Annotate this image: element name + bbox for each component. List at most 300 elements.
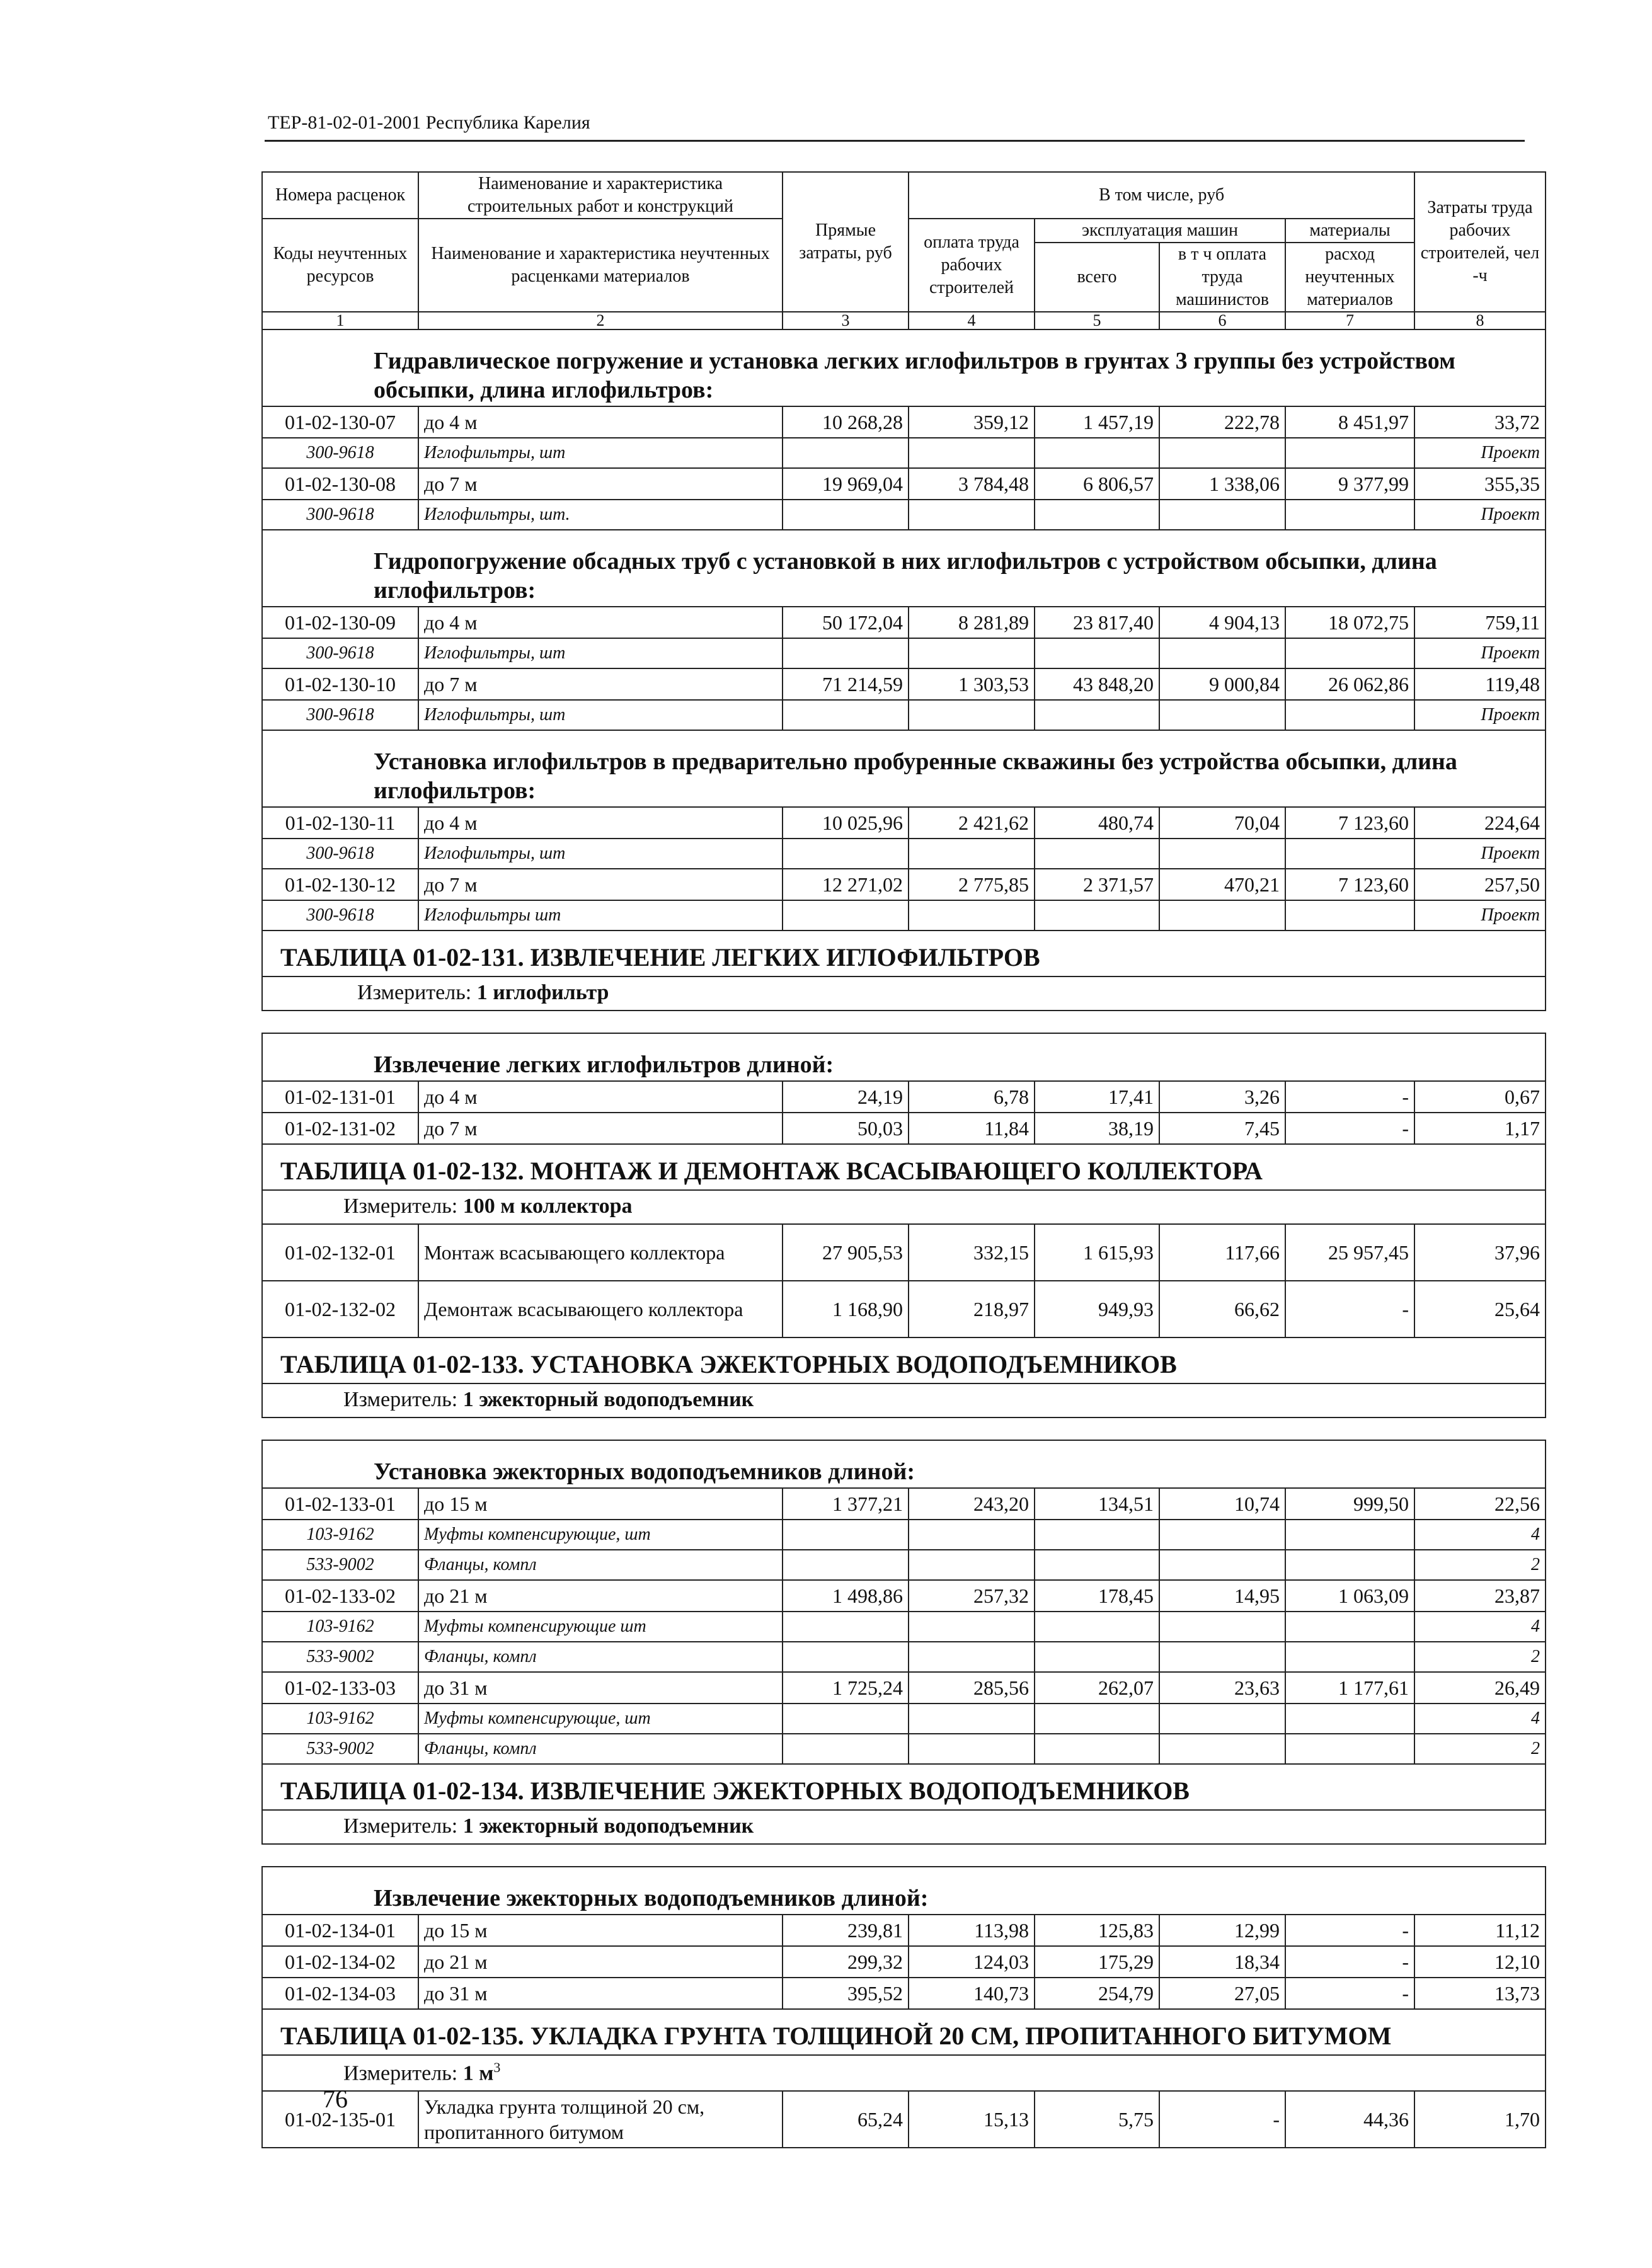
- value-labor: 113,98: [909, 1915, 1035, 1946]
- work-name: до 7 м: [418, 869, 783, 900]
- value-labor: 2 775,85: [909, 869, 1035, 900]
- measure-label: Измеритель:: [357, 981, 472, 1004]
- work-name: до 31 м: [418, 1672, 783, 1704]
- section-heading: Установка эжекторных водоподъемников длиной:: [262, 1440, 1546, 1488]
- empty-cell: [1159, 1520, 1285, 1550]
- value-mat: -: [1285, 1081, 1414, 1113]
- value-oper: 9 000,84: [1159, 668, 1285, 700]
- rate-code: 01-02-131-01: [262, 1081, 418, 1113]
- resource-row: [262, 638, 1546, 668]
- empty-cell: [909, 638, 1035, 668]
- work-name: до 4 м: [418, 607, 783, 638]
- value-direct: 50,03: [783, 1113, 909, 1144]
- empty-cell: [783, 900, 909, 931]
- empty-cell: [1285, 900, 1414, 931]
- empty-cell: [909, 1734, 1035, 1764]
- table-row: [262, 1488, 1546, 1520]
- value-oper: 1 338,06: [1159, 468, 1285, 500]
- measure-value: 1 м: [462, 2061, 494, 2085]
- table-row: [262, 2091, 1546, 2148]
- empty-cell: [909, 1642, 1035, 1672]
- resource-qty: 2: [1414, 1550, 1546, 1580]
- value-mat: 9 377,99: [1285, 468, 1414, 500]
- table-row: [262, 807, 1546, 839]
- value-mat: 1 063,09: [1285, 1580, 1414, 1612]
- resource-qty: Проект: [1414, 638, 1546, 668]
- empty-cell: [1159, 839, 1285, 869]
- value-oper: 12,99: [1159, 1915, 1285, 1946]
- value-mat: 44,36: [1285, 2091, 1414, 2148]
- section-heading-row: [262, 1867, 1546, 1915]
- resource-code: 300-9618: [262, 438, 418, 468]
- resource-code: 300-9618: [262, 839, 418, 869]
- col-materials-unaccounted: расход неучтенных материалов: [1285, 243, 1414, 312]
- page-number: 76: [323, 2085, 348, 2113]
- empty-cell: [1159, 900, 1285, 931]
- value-mat: 26 062,86: [1285, 668, 1414, 700]
- value-hours: 37,96: [1414, 1224, 1546, 1281]
- table-row: [262, 468, 1546, 500]
- section-heading-row: [262, 730, 1546, 807]
- spacer-row: [262, 1844, 1546, 1867]
- spacer: [262, 1418, 1546, 1440]
- price-table-sheet: [261, 171, 1545, 2148]
- value-direct: 1 725,24: [783, 1672, 909, 1704]
- header-rule: [265, 140, 1525, 142]
- resource-qty: 4: [1414, 1520, 1546, 1550]
- value-labor: 140,73: [909, 1978, 1035, 2009]
- work-name: до 21 м: [418, 1946, 783, 1978]
- measure-value: 1 эжекторный водоподъемник: [462, 1814, 754, 1838]
- value-mach: 134,51: [1035, 1488, 1159, 1520]
- table-row: [262, 406, 1546, 438]
- table-row: [262, 1672, 1546, 1704]
- empty-cell: [1159, 438, 1285, 468]
- resource-qty: 4: [1414, 1704, 1546, 1734]
- value-mat: -: [1285, 1946, 1414, 1978]
- table-row: [262, 1281, 1546, 1337]
- empty-cell: [1035, 839, 1159, 869]
- resource-name: Муфты компенсирующие шт: [418, 1612, 783, 1642]
- value-mat: 7 123,60: [1285, 869, 1414, 900]
- resource-name: Иглофильтры, шт.: [418, 500, 783, 530]
- value-direct: 1 498,86: [783, 1580, 909, 1612]
- measure-cell: [262, 1810, 1546, 1844]
- work-name: до 15 м: [418, 1488, 783, 1520]
- value-hours: 355,35: [1414, 468, 1546, 500]
- rate-code: 01-02-132-02: [262, 1281, 418, 1337]
- table-title: ТАБЛИЦА 01-02-131. ИЗВЛЕЧЕНИЕ ЛЕГКИХ ИГЛОФИЛЬТРОВ: [262, 931, 1546, 976]
- empty-cell: [1035, 1704, 1159, 1734]
- empty-cell: [1159, 1734, 1285, 1764]
- measure-label: Измеритель:: [343, 2061, 458, 2085]
- value-mach: 17,41: [1035, 1081, 1159, 1113]
- resource-qty: Проект: [1414, 438, 1546, 468]
- col-number: 6: [1159, 312, 1285, 329]
- resource-qty: Проект: [1414, 700, 1546, 730]
- value-direct: 12 271,02: [783, 869, 909, 900]
- col-number: 8: [1414, 312, 1546, 329]
- value-oper: 7,45: [1159, 1113, 1285, 1144]
- empty-cell: [1035, 500, 1159, 530]
- value-oper: 18,34: [1159, 1946, 1285, 1978]
- value-labor: 2 421,62: [909, 807, 1035, 839]
- empty-cell: [783, 1734, 909, 1764]
- table-row: [262, 607, 1546, 638]
- value-labor: 359,12: [909, 406, 1035, 438]
- value-hours: 13,73: [1414, 1978, 1546, 2009]
- value-oper: 10,74: [1159, 1488, 1285, 1520]
- value-mat: -: [1285, 1915, 1414, 1946]
- measure-superscript: 3: [493, 2059, 501, 2075]
- value-direct: 71 214,59: [783, 668, 909, 700]
- col-number: 4: [909, 312, 1035, 329]
- value-direct: 19 969,04: [783, 468, 909, 500]
- value-hours: 11,12: [1414, 1915, 1546, 1946]
- value-oper: 23,63: [1159, 1672, 1285, 1704]
- spacer: [262, 1011, 1546, 1033]
- col-labor-pay: оплата труда рабочих строителей: [909, 219, 1035, 312]
- rate-code: 01-02-133-01: [262, 1488, 418, 1520]
- resource-qty: Проект: [1414, 500, 1546, 530]
- empty-cell: [909, 1612, 1035, 1642]
- resource-code: 300-9618: [262, 638, 418, 668]
- col-number: 7: [1285, 312, 1414, 329]
- value-direct: 10 025,96: [783, 807, 909, 839]
- section-heading-row: [262, 1033, 1546, 1081]
- rate-code: 01-02-130-08: [262, 468, 418, 500]
- resource-code: 300-9618: [262, 900, 418, 931]
- table-row: [262, 1081, 1546, 1113]
- measure-value: 1 иглофильтр: [476, 981, 609, 1004]
- value-labor: 243,20: [909, 1488, 1035, 1520]
- value-hours: 119,48: [1414, 668, 1546, 700]
- empty-cell: [1285, 1550, 1414, 1580]
- resource-qty: 2: [1414, 1734, 1546, 1764]
- resource-qty: Проект: [1414, 900, 1546, 931]
- rate-code: 01-02-133-03: [262, 1672, 418, 1704]
- empty-cell: [1285, 638, 1414, 668]
- value-oper: -: [1159, 2091, 1285, 2148]
- empty-cell: [1035, 1550, 1159, 1580]
- resource-name: Иглофильтры, шт: [418, 438, 783, 468]
- work-name: до 7 м: [418, 468, 783, 500]
- col-number: 1: [262, 312, 418, 329]
- empty-cell: [783, 1520, 909, 1550]
- work-name: до 15 м: [418, 1915, 783, 1946]
- resource-name: Муфты компенсирующие, шт: [418, 1520, 783, 1550]
- value-mach: 5,75: [1035, 2091, 1159, 2148]
- value-hours: 257,50: [1414, 869, 1546, 900]
- price-table-body: [262, 329, 1546, 2148]
- value-direct: 10 268,28: [783, 406, 909, 438]
- work-name: до 4 м: [418, 1081, 783, 1113]
- col-machines-total: всего: [1035, 243, 1159, 312]
- rate-code: 01-02-130-11: [262, 807, 418, 839]
- resource-name: Иглофильтры шт: [418, 900, 783, 931]
- value-oper: 222,78: [1159, 406, 1285, 438]
- table-row: [262, 1915, 1546, 1946]
- resource-code: 533-9002: [262, 1642, 418, 1672]
- resource-row: [262, 500, 1546, 530]
- table-title: ТАБЛИЦА 01-02-132. МОНТАЖ И ДЕМОНТАЖ ВСАСЫВАЮЩЕГО КОЛЛЕКТОРА: [262, 1144, 1546, 1190]
- empty-cell: [909, 839, 1035, 869]
- measure-cell: [262, 1383, 1546, 1418]
- value-hours: 25,64: [1414, 1281, 1546, 1337]
- empty-cell: [909, 1550, 1035, 1580]
- table-title-row: [262, 1144, 1546, 1190]
- value-mach: 125,83: [1035, 1915, 1159, 1946]
- section-heading: Гидравлическое погружение и установка легких иглофильтров в грунтах 3 группы без устройством обсыпки, длина иглофильтров:: [262, 329, 1546, 406]
- empty-cell: [909, 438, 1035, 468]
- resource-row: [262, 1550, 1546, 1580]
- resource-qty: 2: [1414, 1642, 1546, 1672]
- measure-row: [262, 1383, 1546, 1418]
- measure-row: [262, 976, 1546, 1011]
- empty-cell: [783, 839, 909, 869]
- value-mach: 1 615,93: [1035, 1224, 1159, 1281]
- table-row: [262, 668, 1546, 700]
- col-number: 5: [1035, 312, 1159, 329]
- rate-code: 01-02-130-10: [262, 668, 418, 700]
- rate-code: 01-02-130-07: [262, 406, 418, 438]
- section-heading: Извлечение легких иглофильтров длиной:: [262, 1033, 1546, 1081]
- section-heading-row: [262, 1440, 1546, 1488]
- resource-name: Иглофильтры, шт: [418, 839, 783, 869]
- value-mat: 7 123,60: [1285, 807, 1414, 839]
- value-mat: 25 957,45: [1285, 1224, 1414, 1281]
- empty-cell: [909, 1704, 1035, 1734]
- value-hours: 0,67: [1414, 1081, 1546, 1113]
- table-title-row: [262, 1764, 1546, 1810]
- rate-code: 01-02-131-02: [262, 1113, 418, 1144]
- value-mach: 178,45: [1035, 1580, 1159, 1612]
- empty-cell: [1035, 1642, 1159, 1672]
- col-code-bottom: Коды неучтенных ресурсов: [262, 219, 418, 312]
- work-name: до 31 м: [418, 1978, 783, 2009]
- work-name: до 7 м: [418, 668, 783, 700]
- value-oper: 117,66: [1159, 1224, 1285, 1281]
- value-mat: -: [1285, 1113, 1414, 1144]
- empty-cell: [783, 700, 909, 730]
- value-oper: 27,05: [1159, 1978, 1285, 2009]
- measure-row: [262, 1810, 1546, 1844]
- resource-code: 103-9162: [262, 1520, 418, 1550]
- empty-cell: [1035, 1520, 1159, 1550]
- value-oper: 14,95: [1159, 1580, 1285, 1612]
- resource-name: Иглофильтры, шт: [418, 638, 783, 668]
- empty-cell: [1159, 500, 1285, 530]
- value-mach: 1 457,19: [1035, 406, 1159, 438]
- value-mach: 23 817,40: [1035, 607, 1159, 638]
- value-labor: 1 303,53: [909, 668, 1035, 700]
- empty-cell: [1159, 1704, 1285, 1734]
- value-hours: 1,70: [1414, 2091, 1546, 2148]
- value-direct: 50 172,04: [783, 607, 909, 638]
- empty-cell: [1285, 1642, 1414, 1672]
- resource-name: Фланцы, компл: [418, 1550, 783, 1580]
- table-row: [262, 869, 1546, 900]
- resource-row: [262, 1704, 1546, 1734]
- resource-code: 533-9002: [262, 1550, 418, 1580]
- measure-value: 100 м коллектора: [462, 1194, 633, 1218]
- value-mach: 2 371,57: [1035, 869, 1159, 900]
- work-name: до 4 м: [418, 807, 783, 839]
- value-hours: 1,17: [1414, 1113, 1546, 1144]
- rate-code: 01-02-133-02: [262, 1580, 418, 1612]
- value-oper: 70,04: [1159, 807, 1285, 839]
- value-mat: 999,50: [1285, 1488, 1414, 1520]
- resource-row: [262, 1642, 1546, 1672]
- resource-name: Муфты компенсирующие, шт: [418, 1704, 783, 1734]
- empty-cell: [1285, 438, 1414, 468]
- measure-label: Измеритель:: [343, 1814, 458, 1838]
- value-mach: 480,74: [1035, 807, 1159, 839]
- table-title-row: [262, 2009, 1546, 2055]
- measure-value: 1 эжекторный водоподъемник: [462, 1388, 754, 1411]
- table-row: [262, 1946, 1546, 1978]
- empty-cell: [1159, 1612, 1285, 1642]
- col-materials: материалы: [1285, 219, 1414, 243]
- resource-row: [262, 1734, 1546, 1764]
- value-hours: 22,56: [1414, 1488, 1546, 1520]
- value-labor: 8 281,89: [909, 607, 1035, 638]
- value-labor: 3 784,48: [909, 468, 1035, 500]
- value-oper: 4 904,13: [1159, 607, 1285, 638]
- value-mach: 254,79: [1035, 1978, 1159, 2009]
- value-labor: 6,78: [909, 1081, 1035, 1113]
- rate-code: 01-02-130-12: [262, 869, 418, 900]
- price-table: [261, 171, 1546, 2148]
- value-mach: 6 806,57: [1035, 468, 1159, 500]
- table-row: [262, 1224, 1546, 1281]
- value-mat: -: [1285, 1281, 1414, 1337]
- value-labor: 218,97: [909, 1281, 1035, 1337]
- resource-code: 300-9618: [262, 500, 418, 530]
- value-labor: 332,15: [909, 1224, 1035, 1281]
- value-labor: 11,84: [909, 1113, 1035, 1144]
- value-hours: 759,11: [1414, 607, 1546, 638]
- resource-row: [262, 1612, 1546, 1642]
- value-direct: 24,19: [783, 1081, 909, 1113]
- empty-cell: [1035, 438, 1159, 468]
- value-mach: 949,93: [1035, 1281, 1159, 1337]
- empty-cell: [1285, 1734, 1414, 1764]
- value-hours: 23,87: [1414, 1580, 1546, 1612]
- resource-row: [262, 438, 1546, 468]
- spacer-row: [262, 1418, 1546, 1440]
- resource-code: 533-9002: [262, 1734, 418, 1764]
- measure-row: [262, 1190, 1546, 1224]
- work-name: Укладка грунта толщиной 20 см, пропитанного битумом: [418, 2091, 783, 2148]
- resource-name: Иглофильтры, шт: [418, 700, 783, 730]
- rate-code: 01-02-132-01: [262, 1224, 418, 1281]
- table-row: [262, 1580, 1546, 1612]
- resource-code: 300-9618: [262, 700, 418, 730]
- value-direct: 1 168,90: [783, 1281, 909, 1337]
- col-code-top: Номера расценок: [262, 172, 418, 219]
- document-header: ТЕР-81-02-01-2001 Республика Карелия: [268, 112, 590, 133]
- empty-cell: [1159, 638, 1285, 668]
- work-name: Демонтаж всасывающего коллектора: [418, 1281, 783, 1337]
- work-name: до 21 м: [418, 1580, 783, 1612]
- section-heading: Гидропогружение обсадных труб с установкой в них иглофильтров с устройством обсыпки, длина иглофильтров:: [262, 530, 1546, 607]
- table-title: ТАБЛИЦА 01-02-133. УСТАНОВКА ЭЖЕКТОРНЫХ ВОДОПОДЪЕМНИКОВ: [262, 1337, 1546, 1383]
- rate-code: 01-02-130-09: [262, 607, 418, 638]
- empty-cell: [783, 438, 909, 468]
- empty-cell: [909, 500, 1035, 530]
- table-title-row: [262, 1337, 1546, 1383]
- resource-name: Фланцы, компл: [418, 1734, 783, 1764]
- section-heading-row: [262, 530, 1546, 607]
- empty-cell: [909, 900, 1035, 931]
- empty-cell: [1159, 1642, 1285, 1672]
- table-row: [262, 1978, 1546, 2009]
- empty-cell: [909, 700, 1035, 730]
- value-direct: 1 377,21: [783, 1488, 909, 1520]
- rate-code: 01-02-134-02: [262, 1946, 418, 1978]
- col-incl: В том числе, руб: [909, 172, 1414, 219]
- col-number: 2: [418, 312, 783, 329]
- rate-code: 01-02-134-03: [262, 1978, 418, 2009]
- col-name-bottom: Наименование и характеристика неучтенных расценками материалов: [418, 219, 783, 312]
- value-hours: 26,49: [1414, 1672, 1546, 1704]
- work-name: Монтаж всасывающего коллектора: [418, 1224, 783, 1281]
- value-mach: 262,07: [1035, 1672, 1159, 1704]
- empty-cell: [1035, 638, 1159, 668]
- value-labor: 257,32: [909, 1580, 1035, 1612]
- empty-cell: [783, 1704, 909, 1734]
- value-direct: 27 905,53: [783, 1224, 909, 1281]
- col-machines: эксплуатация машин: [1035, 219, 1285, 243]
- value-mach: 175,29: [1035, 1946, 1159, 1978]
- value-hours: 33,72: [1414, 406, 1546, 438]
- resource-code: 103-9162: [262, 1704, 418, 1734]
- empty-cell: [1285, 500, 1414, 530]
- value-mat: 1 177,61: [1285, 1672, 1414, 1704]
- rate-code: 01-02-134-01: [262, 1915, 418, 1946]
- resource-row: [262, 700, 1546, 730]
- value-direct: 299,32: [783, 1946, 909, 1978]
- value-direct: 65,24: [783, 2091, 909, 2148]
- value-mach: 38,19: [1035, 1113, 1159, 1144]
- value-labor: 285,56: [909, 1672, 1035, 1704]
- empty-cell: [1285, 1612, 1414, 1642]
- spacer-row: [262, 1011, 1546, 1033]
- value-labor: 124,03: [909, 1946, 1035, 1978]
- work-name: до 7 м: [418, 1113, 783, 1144]
- col-labor-cost: Затраты труда рабочих строителей, чел -ч: [1414, 172, 1546, 312]
- col-number: 3: [783, 312, 909, 329]
- empty-cell: [1035, 700, 1159, 730]
- resource-qty: 4: [1414, 1612, 1546, 1642]
- value-direct: 395,52: [783, 1978, 909, 2009]
- measure-cell: [262, 1190, 1546, 1224]
- table-row: [262, 1113, 1546, 1144]
- empty-cell: [1035, 1612, 1159, 1642]
- empty-cell: [1035, 900, 1159, 931]
- resource-row: [262, 839, 1546, 869]
- empty-cell: [1159, 700, 1285, 730]
- value-mat: -: [1285, 1978, 1414, 2009]
- value-direct: 239,81: [783, 1915, 909, 1946]
- measure-label: Измеритель:: [343, 1194, 458, 1218]
- col-name-top: Наименование и характеристика строительных работ и конструкций: [418, 172, 783, 219]
- value-mat: 8 451,97: [1285, 406, 1414, 438]
- empty-cell: [783, 1612, 909, 1642]
- empty-cell: [909, 1520, 1035, 1550]
- measure-label: Измеритель:: [343, 1388, 458, 1411]
